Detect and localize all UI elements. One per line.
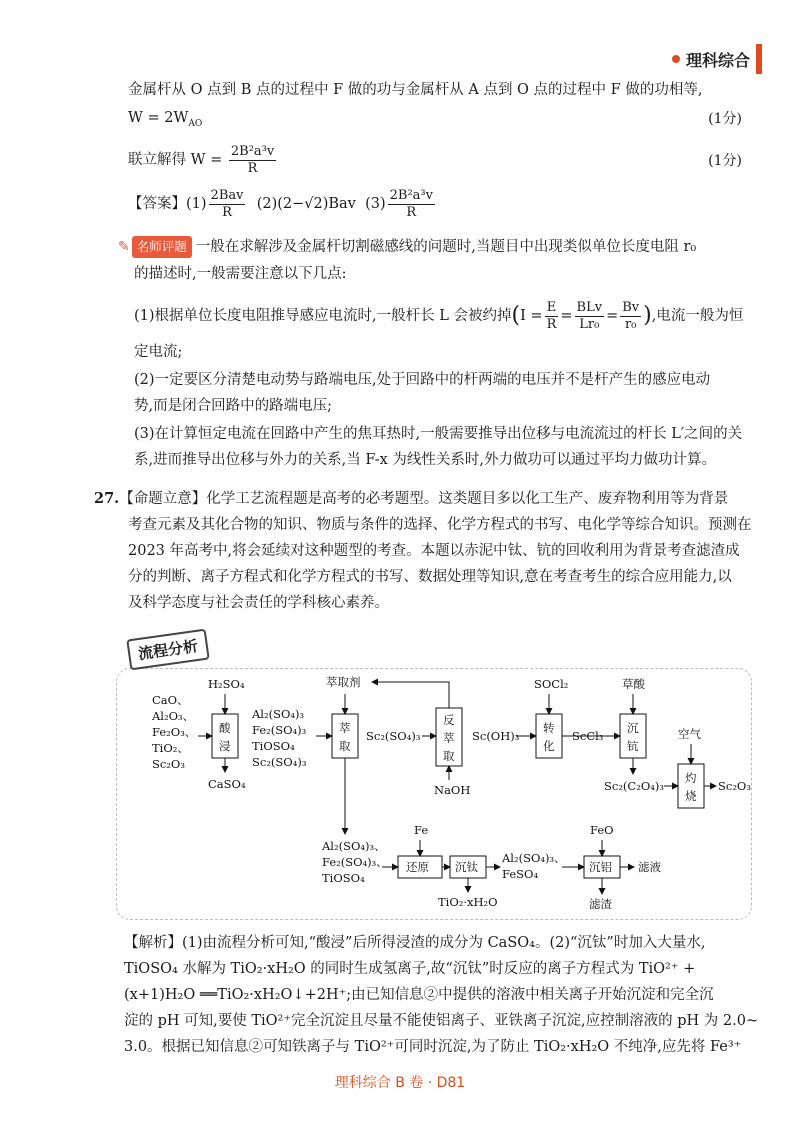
flow-step: 灼 xyxy=(685,771,697,785)
frac-num: Bv xyxy=(622,299,640,315)
analysis-line: 【解析】(1)由流程分析可知,“酸浸”后所得浸渣的成分为 CaSO₄。(2)“沉钛”时加入大量水, xyxy=(124,935,706,951)
paren-right: ) xyxy=(643,303,652,328)
section-header xyxy=(642,44,762,74)
flow-step: 沉铝 xyxy=(589,860,612,874)
frac-den: R xyxy=(222,204,232,220)
flow-step: 取 xyxy=(339,739,351,753)
flow-step: 萃 xyxy=(339,721,351,735)
tip-text: 系,进而推导出位移与外力的关系,当 F-x 为线性关系时,外力做功可以通过平均力做功计算。 xyxy=(134,452,717,468)
analysis-line: (x+1)H₂O ══TiO₂·xH₂O↓+2H⁺;由已知信息②中提供的溶液中相关离子开始沉淀和完全沉 xyxy=(124,987,714,1003)
tip-text: 定电流; xyxy=(134,344,183,360)
frac-num: 2Bav xyxy=(210,187,244,203)
flow-reagent: NaOH xyxy=(434,783,471,797)
bullet-icon xyxy=(672,55,680,63)
flow-product: Sc₂(SO₄)₃ xyxy=(252,755,307,769)
eq-text: = xyxy=(606,308,619,324)
question-number: 27. xyxy=(94,490,120,507)
flow-step: 还原 xyxy=(406,860,429,874)
tip-text: 的描述时,一般需要注意以下几点: xyxy=(134,266,347,282)
tip-point-1 xyxy=(134,296,743,336)
eq-text: W = 2W xyxy=(128,110,189,126)
frac-den: r₀ xyxy=(624,316,637,332)
flow-raw: Al₂O₃、 xyxy=(152,709,195,723)
score-label: (1分) xyxy=(708,111,742,127)
fraction xyxy=(575,300,605,333)
flow-step: 转 xyxy=(543,721,555,735)
eq-text: = xyxy=(560,308,573,324)
frac-den: R xyxy=(247,160,258,176)
score-label: (1分) xyxy=(708,153,742,169)
page-footer: 理科综合 B 卷 · D81 xyxy=(334,1075,466,1091)
flow-product: 滤渣 xyxy=(589,897,612,911)
flow-product: ScCl₃ xyxy=(572,729,604,743)
answer-part: (2)(2−√2)Bav xyxy=(256,196,356,212)
flow-step: 反 xyxy=(443,713,455,727)
flow-product: Al₂(SO₄)₃、 xyxy=(502,851,566,865)
paren-left: ( xyxy=(511,303,521,328)
flow-raw: TiO₂、 xyxy=(152,741,189,755)
fraction xyxy=(620,300,641,333)
flow-step: 沉钛 xyxy=(455,860,478,874)
tip-badge: 名师评题 xyxy=(132,236,192,258)
frac-den: R xyxy=(406,204,417,220)
flow-product: 滤液 xyxy=(638,860,661,874)
tip-intro xyxy=(118,236,696,258)
fraction xyxy=(545,300,559,333)
fraction xyxy=(388,188,435,221)
tip-text: 势,而是闭合回路中的路端电压; xyxy=(134,398,332,414)
q27-line: 考查元素及其化合物的知识、物质与条件的选择、化学方程式的书写、电化学等综合知识。预测在 xyxy=(128,517,752,533)
eq-sub: AO xyxy=(188,118,203,129)
flow-reagent: 萃取剂 xyxy=(326,675,361,689)
frac-den: Lr₀ xyxy=(579,316,600,332)
eq-text: I = xyxy=(520,308,543,324)
flow-product: TiO₂·xH₂O xyxy=(438,895,498,909)
flow-product: Fe₂(SO₄)₃ xyxy=(252,723,307,737)
flow-product: Sc(OH)₃ xyxy=(472,729,520,743)
q27-line: 2023 年高考中,将会延续对这种题型的考查。本题以赤泥中钛、钪的回收利用为背景考查滤渣成 xyxy=(128,543,740,559)
flow-product: Sc₂O₃ xyxy=(718,779,751,793)
tip-text: (2)一定要区分清楚电动势与路端电压,处于回路中的杆两端的电压并不是杆产生的感应电动 xyxy=(134,372,711,388)
equation-w xyxy=(128,108,202,134)
flow-step: 化 xyxy=(543,739,555,753)
analysis-line: 淀的 pH 可知,要使 TiO²⁺完全沉淀且尽量不能使铝离子、亚铁离子沉淀,应控制溶液的 pH 为 2.0~ xyxy=(124,1013,759,1029)
flow-product: Sc₂(C₂O₄)₃ xyxy=(604,779,664,793)
flow-step: 酸 xyxy=(219,721,231,735)
q27-intro xyxy=(94,486,754,616)
flow-product: Sc₂(SO₄)₃ xyxy=(366,729,421,743)
flow-product: TiOSO₄ xyxy=(252,739,295,753)
answer-line xyxy=(128,184,437,224)
section-label: 【命题立意】 xyxy=(119,491,207,507)
flow-reagent: FeO xyxy=(590,823,614,837)
q27-line: 及科学态度与社会责任的学科核心素养。 xyxy=(128,595,389,611)
q27-line: 分的判断、离子方程式和化学方程式的书写、数据处理等知识,意在考查考生的综合应用能力,以 xyxy=(128,569,732,585)
flow-reagent: Fe xyxy=(414,823,429,837)
pencil-icon: ✎ xyxy=(118,239,130,255)
flow-raw: CaO、 xyxy=(152,693,189,707)
fraction xyxy=(209,188,246,221)
tip-text: (3)在计算恒定电流在回路中产生的焦耳热时,一般需要推导出位移与电流流过的杆长 L′之间的关 xyxy=(134,426,743,442)
flow-reagent: 草酸 xyxy=(622,677,645,691)
header-accent-bar xyxy=(756,44,762,74)
tip-text: 一般在求解涉及金属杆切割磁感线的问题时,当题目中出现类似单位长度电阻 r₀ xyxy=(195,239,697,255)
answer-part: (3) xyxy=(365,196,386,212)
flow-raw: Sc₂O₃ xyxy=(152,757,185,771)
text-line: 金属杆从 O 点到 B 点的过程中 F 做的功与金属杆从 A 点到 O 点的过程中 F 做的功相等, xyxy=(128,82,703,98)
frac-num: 2B²a³v xyxy=(230,143,275,159)
flow-product: FeSO₄ xyxy=(502,867,539,881)
tip-text: ,电流一般为恒 xyxy=(651,308,744,324)
flow-analysis-label: 流程分析 xyxy=(126,629,210,671)
analysis-line: TiOSO₄ 水解为 TiO₂·xH₂O 的同时生成氢离子,故“沉钛”时反应的离子方程式为 TiO²⁺ + xyxy=(124,961,696,977)
analysis xyxy=(124,930,764,1060)
section-title: 理科综合 xyxy=(685,50,750,70)
flow-diagram xyxy=(116,668,752,920)
flow-raw: Fe₂O₃、 xyxy=(152,725,197,739)
equation-solve xyxy=(128,140,278,180)
eq-prefix: 联立解得 W = xyxy=(128,152,223,168)
frac-num: E xyxy=(546,299,557,315)
flow-step: 取 xyxy=(443,749,455,763)
flow-reagent: SOCl₂ xyxy=(534,677,569,691)
q27-text: 化学工艺流程题是高考的必考题型。这类题目多以化工生产、废弃物利用等为背景 xyxy=(206,491,729,507)
flow-reagent: 空气 xyxy=(678,727,701,741)
flow-step: 沉 xyxy=(627,721,639,735)
flow-reagent: H₂SO₄ xyxy=(208,677,245,691)
fraction xyxy=(229,144,276,177)
flow-product: Al₂(SO₄)₃、 xyxy=(322,839,386,853)
tip-text: (1)根据单位长度电阻推导感应电流时,一般杆长 L 会被约掉 xyxy=(134,308,512,324)
analysis-line: 3.0。根据已知信息②可知铁离子与 TiO²⁺可同时沉淀,为了防止 TiO₂·xH₂O 不纯净,应先将 Fe³⁺ xyxy=(124,1039,742,1055)
flow-product: CaSO₄ xyxy=(208,777,246,791)
answer-part: (1) xyxy=(186,196,207,212)
flow-product: TiOSO₄ xyxy=(322,871,365,885)
flow-step: 钪 xyxy=(627,739,639,753)
flow-step: 萃 xyxy=(443,731,455,745)
frac-num: BLv xyxy=(576,299,603,315)
flow-step: 烧 xyxy=(685,789,697,803)
flow-product: Al₂(SO₄)₃ xyxy=(252,707,305,721)
frac-den: R xyxy=(546,316,557,332)
frac-num: 2B²a³v xyxy=(389,187,433,203)
answer-label: 【答案】 xyxy=(128,196,186,212)
flow-step: 浸 xyxy=(219,739,231,753)
flow-product: Fe₂(SO₄)₃、 xyxy=(322,855,388,869)
q27-line xyxy=(94,486,754,512)
